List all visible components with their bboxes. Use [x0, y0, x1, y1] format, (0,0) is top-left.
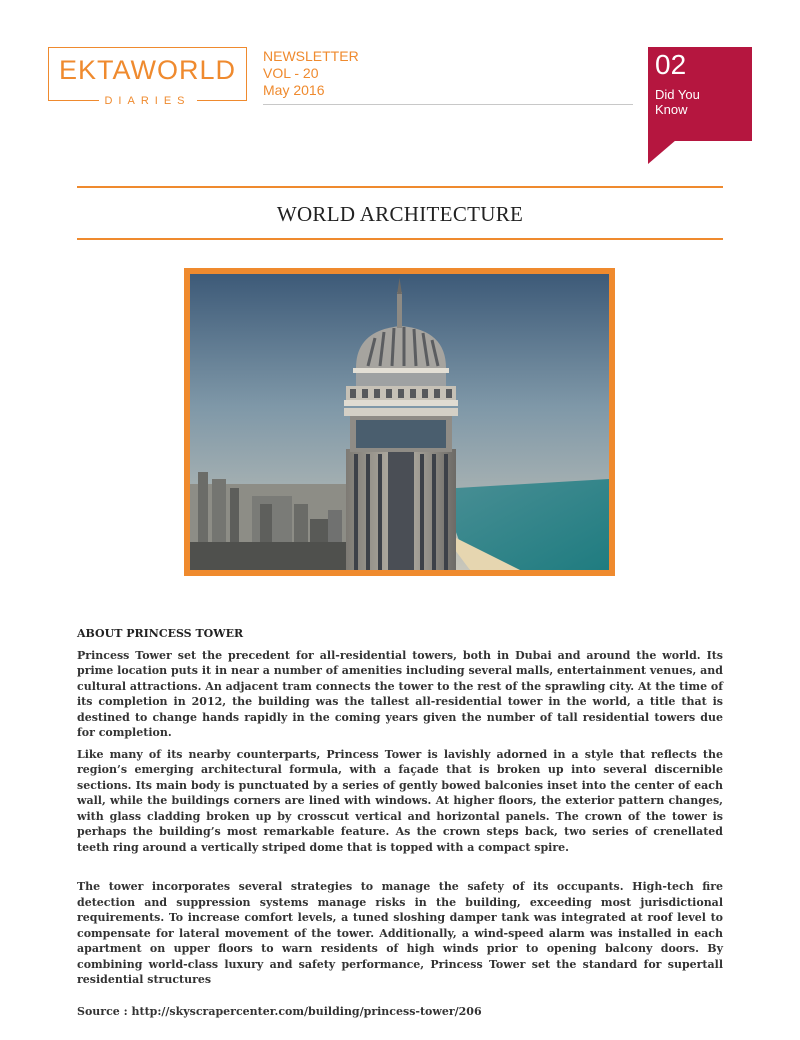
princess-tower-photo	[184, 268, 615, 576]
tag-line-2: Know	[655, 102, 688, 117]
title-rule-top	[77, 186, 723, 188]
did-you-know-tag	[648, 47, 752, 141]
issue-date: May 2016	[263, 82, 325, 98]
article-heading: ABOUT PRINCESS TOWER	[77, 627, 244, 640]
tag-notch	[648, 140, 676, 164]
tower-illustration	[190, 274, 609, 570]
newsletter-info	[263, 48, 359, 99]
article-paragraph-1: Princess Tower set the precedent for all-residential towers, both in Dubai and around the world. Its prime location puts it in near a number of amenities including several malls, entertainment venues, and cultural attractions. An adjacent tram connects the tower to the rest of the sprawling city. At the time of its completion in 2012, the building was the tallest all-residential tower in the world, a title that is destined to change hands rapidly in the coming years given the number of tall residential towers due for completion.	[77, 648, 723, 739]
article	[77, 626, 723, 1019]
tag-text	[655, 87, 700, 117]
tag-number: 02	[655, 49, 687, 80]
source-citation: Source : http://skyscrapercenter.com/building/princess-tower/206	[77, 1004, 482, 1018]
logo	[48, 47, 247, 107]
paragraph-gap	[77, 861, 723, 879]
title-rule-bottom	[77, 238, 723, 240]
section-title: WORLD ARCHITECTURE	[276, 202, 524, 226]
logo-subtitle: DIARIES	[98, 96, 196, 107]
tag-line-1: Did You	[655, 87, 700, 102]
article-paragraph-2: Like many of its nearby counterparts, Princess Tower is lavishly adorned in a style that reflects the region’s emerging architectural formula, with a façade that is broken up into several discernible sections. Its main body is punctuated by a series of gently bowed balconies inset into the center of each wall, while the buildings corners are lined with windows. At higher floors, the exterior pattern changes, with glass cladding broken up by crosscut vertical and horizontal panels. The crown of the tower is perhaps the building’s most remarkable feature. As the crown steps back, two series of crenellated teeth ring around a vertically striped dome that is topped with a compact spire.	[77, 747, 723, 854]
article-paragraph-3: The tower incorporates several strategies to manage the safety of its occupants. High-tech fire detection and suppression systems manage risks in the building, exceeding most jurisdictional requirements. To increase comfort levels, a tuned sloshing damper tank was integrated at roof level to compensate for lateral movement of the tower. Additionally, a wind-speed alarm was installed in each apartment on upper floors to warn residents of high winds prior to opening balcony doors. By combining world-class luxury and safety performance, Princess Tower set the standard for supertall residential structures	[77, 880, 723, 986]
newsletter-label: NEWSLETTER	[263, 48, 359, 64]
header-divider	[263, 104, 633, 105]
volume-label: VOL - 20	[263, 65, 319, 81]
logo-title: EKTAWORLD	[58, 55, 236, 85]
